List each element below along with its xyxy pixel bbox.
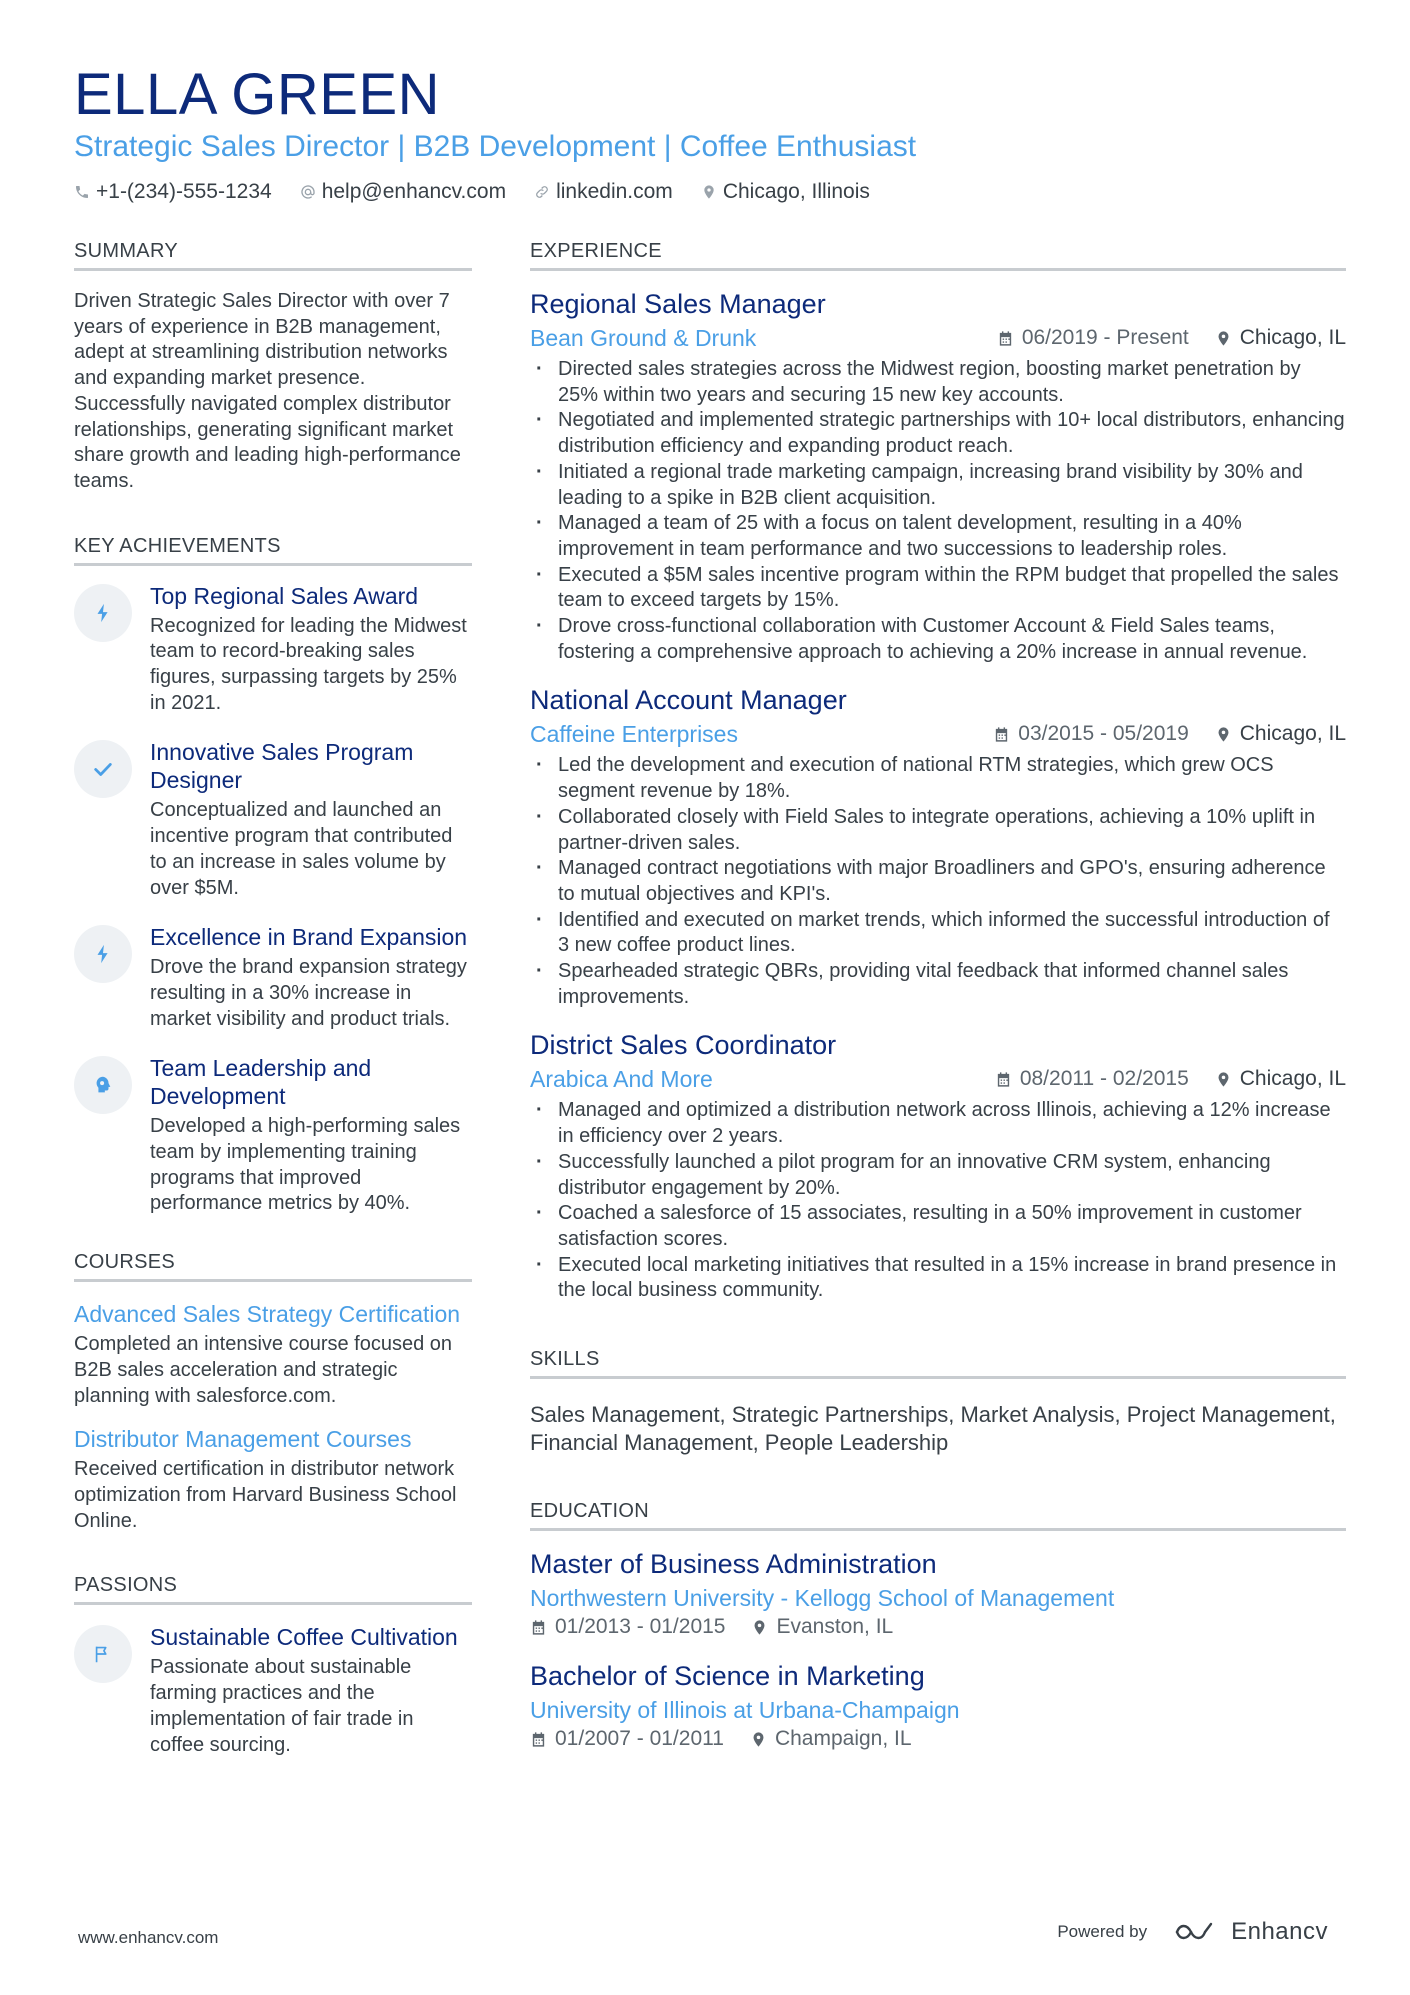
job-bullet: · Successfully launched a pilot program for an innovative CRM system, enhancing distributor engagement by 20%. bbox=[530, 1150, 1346, 1201]
school-name: Northwestern University - Kellogg School of Management bbox=[530, 1585, 1115, 1612]
course-title: Advanced Sales Strategy Certification bbox=[74, 1301, 461, 1328]
job-dates bbox=[995, 1067, 1189, 1091]
footer-branding bbox=[1057, 1918, 1328, 1946]
skills-heading: SKILLS bbox=[530, 1346, 1346, 1379]
degree-title: Bachelor of Science in Marketing bbox=[530, 1661, 925, 1692]
achievements-list bbox=[74, 582, 472, 1218]
job-location-text: Chicago, IL bbox=[1239, 326, 1346, 349]
job-dates-text: 08/2011 - 02/2015 bbox=[1019, 1067, 1189, 1091]
course-title: Distributor Management Courses bbox=[74, 1426, 412, 1453]
email-text: help@enhancv.com bbox=[321, 180, 507, 203]
job-bullet: · Collaborated closely with Field Sales to integrate operations, achieving a 10% uplift in partner-driven sales. bbox=[530, 805, 1346, 856]
contact-phone[interactable] bbox=[74, 180, 272, 204]
achievements-heading: KEY ACHIEVEMENTS bbox=[74, 533, 472, 566]
course-desc: Completed an intensive course focused on B2B sales acceleration and strategic planning with salesforce.com. bbox=[74, 1333, 453, 1407]
job-bullet: · Identified and executed on market trends, which informed the successful introduction of 3 new coffee product lines. bbox=[530, 908, 1346, 959]
edu-dates-text: 01/2013 - 01/2015 bbox=[555, 1615, 726, 1639]
passions-list bbox=[74, 1623, 472, 1758]
achievement-title: Team Leadership and Development bbox=[150, 1055, 372, 1110]
lightning-icon bbox=[74, 925, 132, 983]
right-column bbox=[530, 238, 1346, 1751]
achievement-desc: Drove the brand expansion strategy resulting in a 30% increase in market visibility and product trials. bbox=[150, 956, 467, 1030]
enhancv-logo[interactable] bbox=[1173, 1918, 1328, 1946]
calendar-icon bbox=[995, 1071, 1012, 1088]
passions-heading: PASSIONS bbox=[74, 1572, 472, 1605]
course-desc: Received certification in distributor network optimization from Harvard Business School Online. bbox=[74, 1458, 457, 1532]
job-bullet: · Executed a $5M sales incentive program within the RPM budget that propelled the sales team to exceed targets by 15%. bbox=[530, 563, 1346, 614]
job-entry bbox=[530, 287, 1346, 665]
job-bullet: · Managed contract negotiations with major Broadliners and GPO's, ensuring adherence to mutual objectives and KPI's. bbox=[530, 856, 1346, 907]
edu-location bbox=[750, 1727, 912, 1751]
edu-location bbox=[751, 1615, 893, 1639]
achievement-desc: Recognized for leading the Midwest team to record-breaking sales figures, surpassing targets by 25% in 2021. bbox=[150, 614, 467, 714]
job-bullets bbox=[530, 357, 1346, 665]
job-bullet: · Directed sales strategies across the Midwest region, boosting market penetration by 25% within two years and securing 15 new key accounts. bbox=[530, 357, 1346, 408]
location-pin-icon bbox=[1215, 1071, 1232, 1088]
flag-icon bbox=[74, 1625, 132, 1683]
job-bullet: · Initiated a regional trade marketing campaign, increasing brand visibility by 30% and leading to a spike in B2B client acquisition. bbox=[530, 460, 1346, 511]
summary-text: Driven Strategic Sales Director with over 7 years of experience in B2B management, adept at streamlining distribution networks and expanding market presence. Successfully navigated complex distributor relationships, generating significant market share growth and leading high-performance teams. bbox=[74, 290, 461, 492]
location-pin-icon bbox=[1215, 330, 1232, 347]
passion-item bbox=[74, 1623, 472, 1758]
calendar-icon bbox=[993, 726, 1010, 743]
job-title: District Sales Coordinator bbox=[530, 1030, 837, 1061]
calendar-icon bbox=[530, 1731, 547, 1748]
achievement-desc: Developed a high-performing sales team by implementing training programs that improved performance metrics by 40%. bbox=[150, 1115, 461, 1215]
job-location bbox=[1215, 722, 1346, 746]
company-name: Arabica And More bbox=[530, 1066, 713, 1093]
location-pin-icon bbox=[1215, 726, 1232, 743]
location-pin-icon bbox=[751, 1619, 768, 1636]
powered-by-text: Powered by bbox=[1057, 1922, 1148, 1941]
passion-desc: Passionate about sustainable farming practices and the implementation of fair trade in coffee sourcing. bbox=[150, 1656, 414, 1756]
education-entry bbox=[530, 1659, 1346, 1751]
job-bullet: · Drove cross-functional collaboration with Customer Account & Field Sales teams, fostering a comprehensive approach to achieving a 20% increase in annual revenue. bbox=[530, 614, 1346, 665]
at-icon bbox=[300, 184, 316, 200]
job-bullet: · Executed local marketing initiatives that resulted in a 15% increase in brand presence in the local business community. bbox=[530, 1253, 1346, 1304]
location-text: Chicago, Illinois bbox=[722, 180, 870, 203]
job-title: Regional Sales Manager bbox=[530, 289, 826, 319]
footer-website[interactable]: www.enhancv.com bbox=[78, 1928, 219, 1947]
passion-title: Sustainable Coffee Cultivation bbox=[150, 1624, 458, 1651]
candidate-headline: Strategic Sales Director | B2B Development | Coffee Enthusiast bbox=[74, 130, 917, 163]
job-bullets bbox=[530, 1098, 1346, 1304]
job-bullet: · Spearheaded strategic QBRs, providing vital feedback that informed channel sales improvements. bbox=[530, 959, 1346, 1010]
job-location bbox=[1215, 326, 1346, 350]
achievement-item bbox=[74, 738, 472, 901]
experience-heading: EXPERIENCE bbox=[530, 238, 1346, 271]
job-dates bbox=[993, 722, 1188, 746]
contact-location bbox=[701, 180, 870, 204]
calendar-icon bbox=[530, 1619, 547, 1636]
summary-heading: SUMMARY bbox=[74, 238, 472, 271]
course-item bbox=[74, 1425, 472, 1534]
linkedin-text: linkedin.com bbox=[556, 180, 673, 203]
job-bullet: · Coached a salesforce of 15 associates, resulting in a 50% improvement in customer satisfaction scores. bbox=[530, 1201, 1346, 1252]
achievement-title: Top Regional Sales Award bbox=[150, 582, 419, 609]
edu-dates bbox=[530, 1727, 724, 1751]
resume-header bbox=[74, 62, 1344, 204]
courses-heading: COURSES bbox=[74, 1249, 472, 1282]
contact-email[interactable] bbox=[300, 180, 506, 204]
skills-text: Sales Management, Strategic Partnerships, Market Analysis, Project Management, Financial Management, People Leadership bbox=[530, 1402, 1336, 1455]
left-column bbox=[74, 238, 472, 1780]
contact-bar bbox=[74, 180, 1344, 204]
job-bullets bbox=[530, 753, 1346, 1010]
location-pin-icon bbox=[701, 184, 717, 200]
edu-location-text: Champaign, IL bbox=[774, 1727, 912, 1751]
job-bullet: · Managed a team of 25 with a focus on talent development, resulting in a 40% improvement in team performance and two successions to leadership roles. bbox=[530, 511, 1346, 562]
job-dates-text: 03/2015 - 05/2019 bbox=[1018, 722, 1189, 746]
education-entry bbox=[530, 1547, 1346, 1639]
calendar-icon bbox=[997, 330, 1014, 347]
company-name: Bean Ground & Drunk bbox=[530, 325, 757, 351]
enhancv-logo-icon bbox=[1173, 1919, 1219, 1945]
phone-icon bbox=[74, 184, 90, 200]
job-entry bbox=[530, 683, 1346, 1010]
job-location-text: Chicago, IL bbox=[1239, 1067, 1346, 1091]
lightning-icon bbox=[74, 584, 132, 642]
link-icon bbox=[534, 184, 550, 200]
achievement-title: Innovative Sales Program Designer bbox=[150, 739, 414, 794]
edu-location-text: Evanston, IL bbox=[776, 1615, 894, 1639]
phone-text: +1-(234)-555-1234 bbox=[96, 180, 272, 203]
job-bullet: · Managed and optimized a distribution network across Illinois, achieving a 12% increase in efficiency over 2 years. bbox=[530, 1098, 1346, 1149]
job-bullet: · Led the development and execution of national RTM strategies, which grew OCS segment revenue by 18%. bbox=[530, 753, 1346, 804]
head-icon bbox=[74, 1056, 132, 1114]
job-location bbox=[1215, 1067, 1346, 1091]
job-dates bbox=[997, 326, 1189, 350]
edu-dates-text: 01/2007 - 01/2011 bbox=[555, 1727, 724, 1751]
achievement-desc: Conceptualized and launched an incentive program that contributed to an increase in sales volume by over $5M. bbox=[150, 799, 453, 899]
company-name: Caffeine Enterprises bbox=[530, 721, 738, 748]
location-pin-icon bbox=[750, 1731, 767, 1748]
school-name: University of Illinois at Urbana-Champaign bbox=[530, 1697, 960, 1724]
edu-dates bbox=[530, 1615, 725, 1639]
course-item bbox=[74, 1300, 472, 1409]
job-location-text: Chicago, IL bbox=[1239, 722, 1346, 746]
achievement-item bbox=[74, 1054, 472, 1217]
degree-title: Master of Business Administration bbox=[530, 1549, 937, 1580]
checkmark-icon bbox=[74, 740, 132, 798]
contact-linkedin[interactable] bbox=[534, 180, 673, 204]
job-bullet: · Negotiated and implemented strategic partnerships with 10+ local distributors, enhancing distribution efficiency and expanding product reach. bbox=[530, 408, 1346, 459]
candidate-name: ELLA GREEN bbox=[74, 62, 441, 127]
job-title: National Account Manager bbox=[530, 685, 847, 716]
achievement-title: Excellence in Brand Expansion bbox=[150, 924, 468, 951]
achievement-item bbox=[74, 923, 472, 1032]
education-heading: EDUCATION bbox=[530, 1498, 1346, 1531]
job-entry bbox=[530, 1028, 1346, 1304]
job-dates-text: 06/2019 - Present bbox=[1021, 326, 1189, 349]
brand-name: Enhancv bbox=[1231, 1918, 1328, 1945]
achievement-item bbox=[74, 582, 472, 717]
